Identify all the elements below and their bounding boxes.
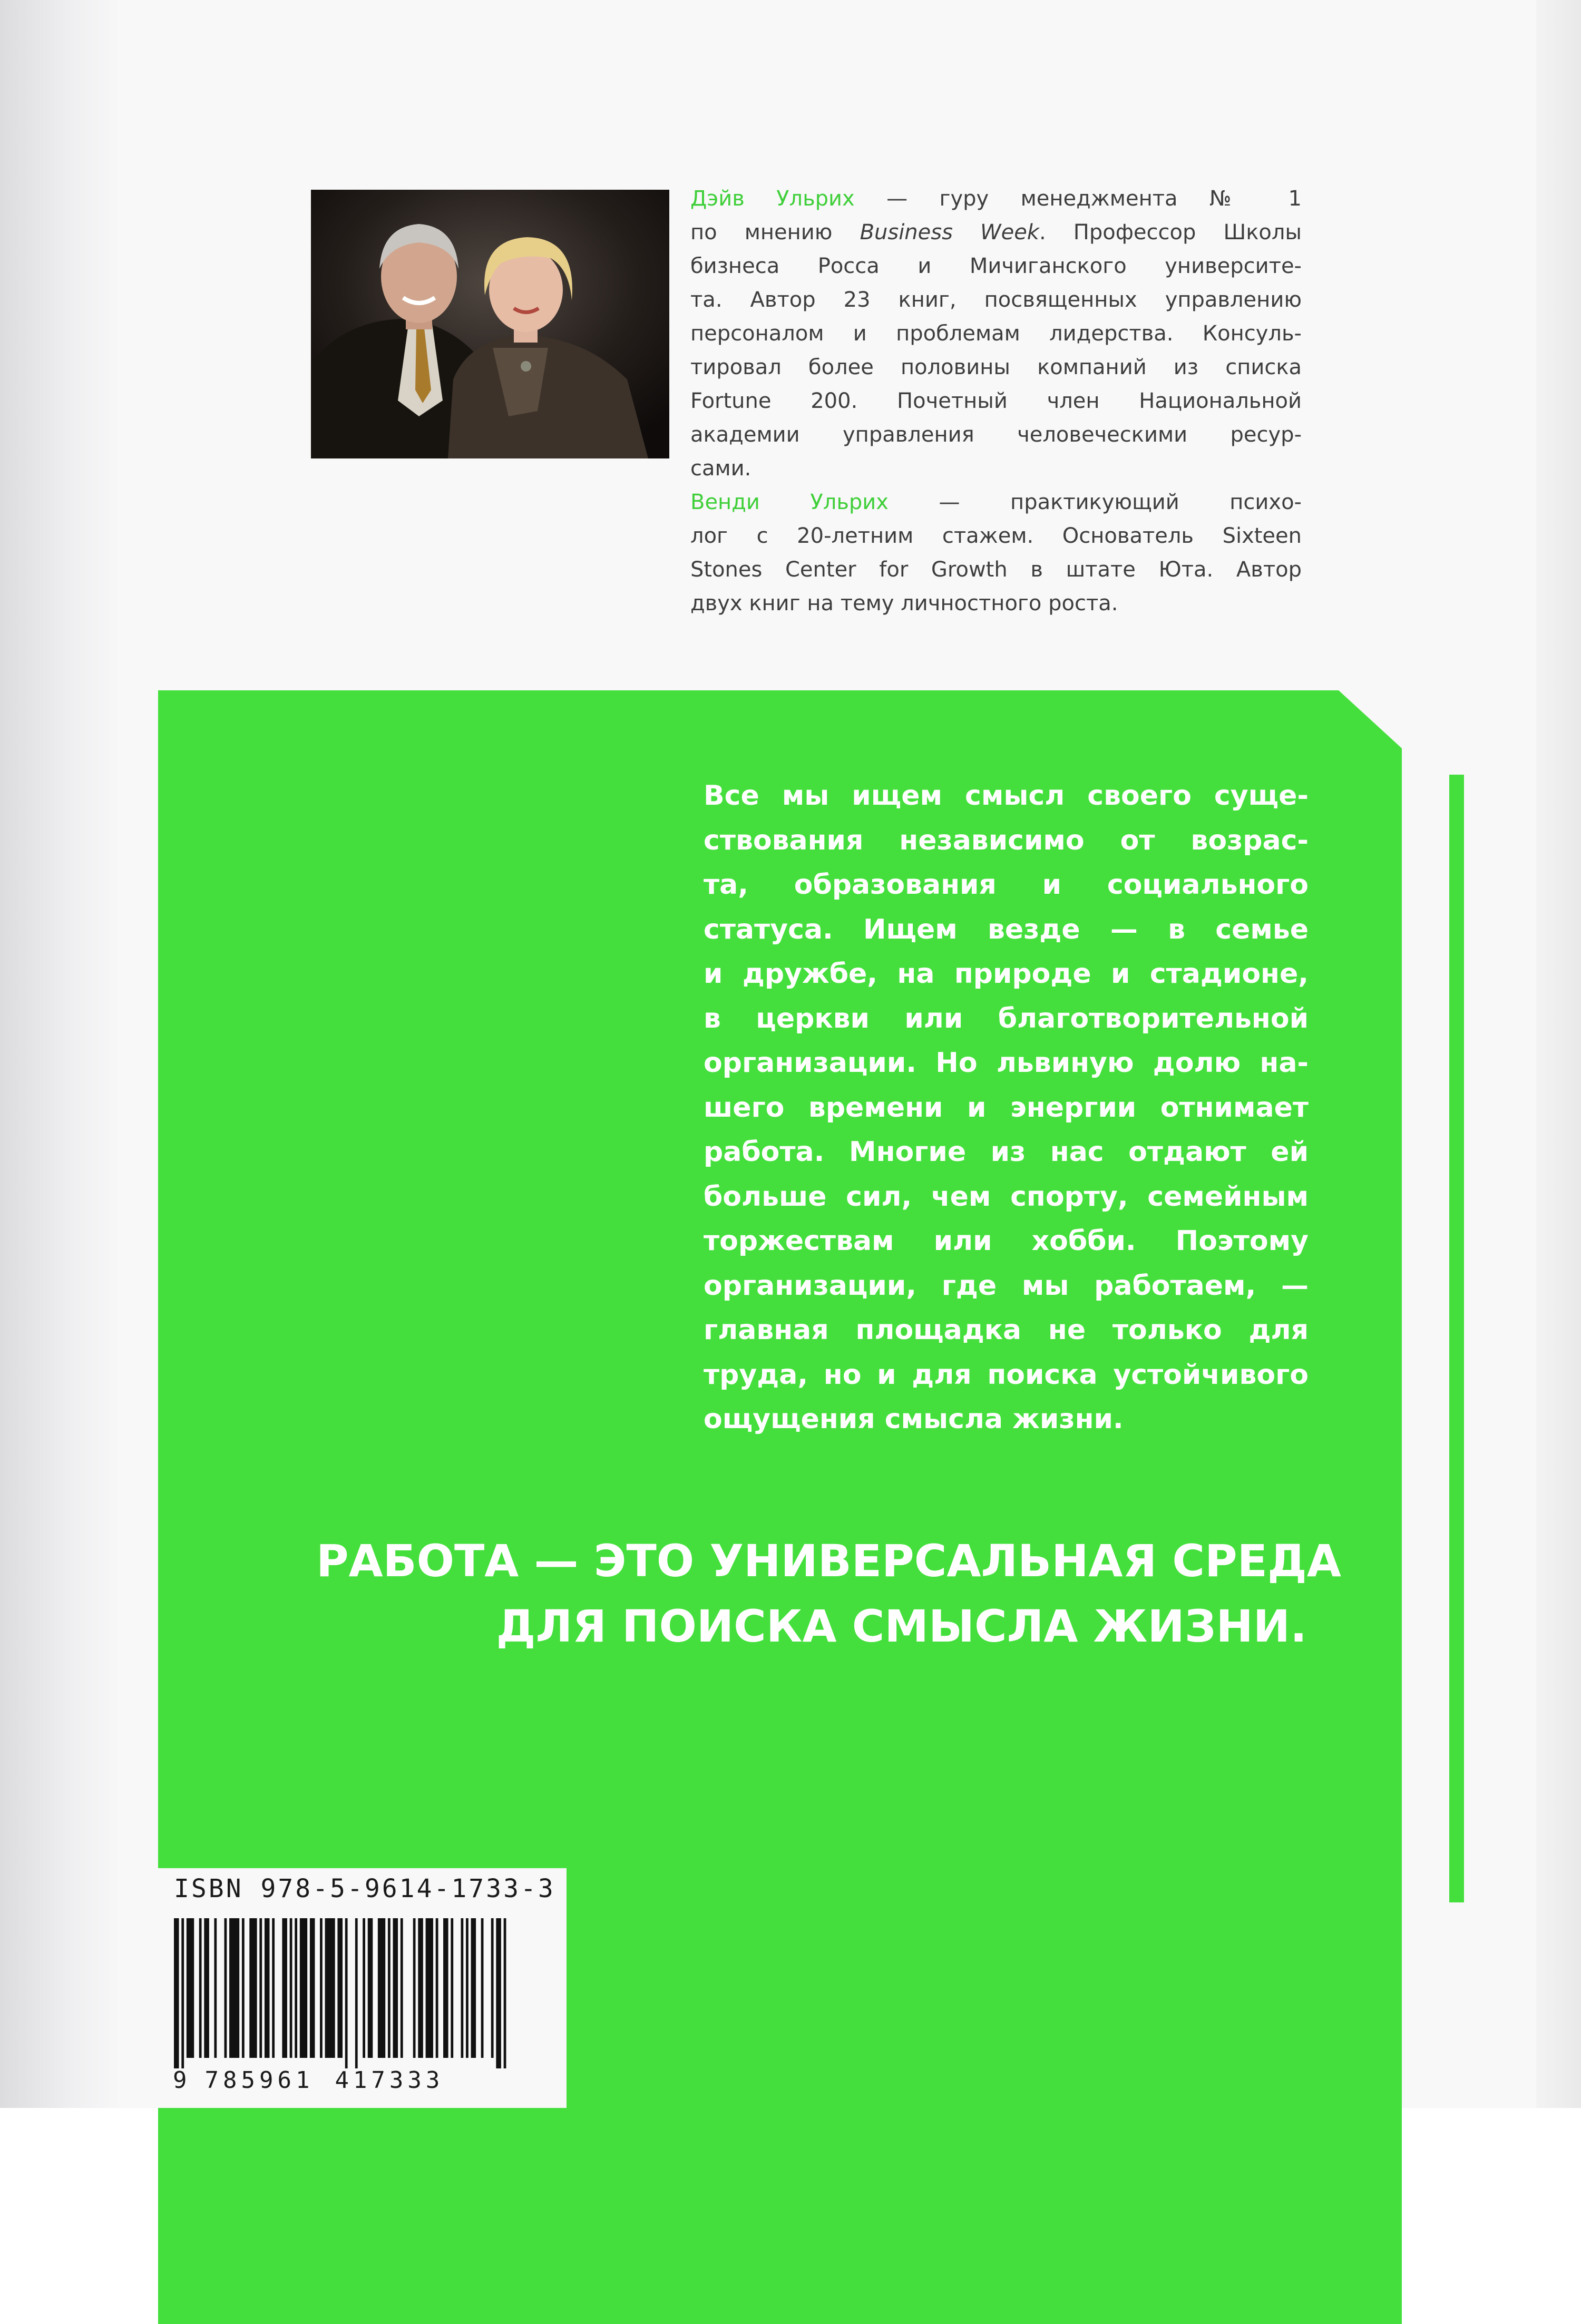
description-line: статуса. Ищем везде — в семье [704,913,1309,945]
bio-line: Stones Center for Growth в штате Юта. Автор [690,558,1302,582]
barcode-digits-left: 785961 [204,2067,314,2094]
tagline-line: ДЛЯ ПОИСКА СМЫСЛА ЖИЗНИ. [496,1600,1307,1652]
author-name-wendy: Венди Ульрих [690,490,889,514]
bio-line: тировал более половины компаний из списка [690,355,1302,379]
barcode-bar [282,1918,287,2058]
bio-text: . Профессор Школы [1039,220,1302,245]
barcode-bar [378,1918,385,2058]
barcode-bar [443,1918,448,2058]
barcode-bar [418,1918,423,2058]
barcode-digits [173,2067,444,2094]
barcode-bar [259,1918,262,2058]
description-line: шего времени и энергии отнимает [704,1091,1309,1124]
bio-line: академии управления человеческими ресур- [690,423,1302,447]
barcode-bar [496,1918,501,2068]
barcode-bar [290,1918,292,2058]
description-line: та, образования и социального [704,869,1309,901]
barcode-bar [451,1918,453,2058]
description-line: организации, где мы работаем, — [704,1270,1309,1302]
barcode-bar [337,1918,343,2058]
barcode-bar [320,1918,323,2058]
barcode-bar [242,1918,245,2058]
barcode-bar [413,1918,416,2058]
description-line: Все мы ищем смысл своего суще- [704,780,1309,812]
barcode-bar [300,1918,307,2058]
page-edge-shadow [0,0,119,2108]
barcode-bar [229,1918,239,2058]
description-line: в церкви или благотворительной [704,1002,1309,1034]
barcode-bar [199,1918,202,2058]
author-name-dave: Дэйв Ульрих [690,187,855,211]
barcode-bar [295,1918,297,2058]
barcode-bar [401,1918,403,2058]
barcode [174,1918,511,2068]
barcode-digits-right: 417333 [335,2067,444,2094]
description-line: работа. Многие из нас отдают ей [704,1136,1309,1168]
barcode-digit-first: 9 [173,2067,187,2094]
barcode-bar [471,1918,476,2058]
description-line: и дружбе, на природе и стадионе, [704,958,1309,990]
description-line: организации. Но львиную долю на- [704,1047,1309,1079]
barcode-bar [481,1918,484,2058]
barcode-bar [204,1918,209,2058]
bio-line: персоналом и проблемам лидерства. Консуль- [690,321,1302,346]
barcode-bar [355,1918,358,2068]
isbn-label: ISBN 978-5-9614-1733-3 [174,1874,555,1903]
barcode-bar [181,1918,184,2068]
description-line: ощущения смысла жизни. [704,1403,1124,1435]
description-line: труда, но и для поиска устойчивого [704,1359,1309,1391]
barcode-bar [265,1918,270,2058]
bio-line: та. Автор 23 книг, посвященных управлению [690,288,1302,312]
bio-line: Fortune 200. Почетный член Национальной [690,389,1302,413]
barcode-bar [345,1918,348,2068]
description-line: торжествам или хобби. Поэтому [704,1225,1309,1257]
authors-bio [690,182,1302,620]
cover-edge-green-stripe [1449,775,1464,1902]
main-description [704,774,1309,1442]
barcode-bar [174,1918,179,2068]
bio-line: сами. [690,456,752,481]
description-line: ствования независимо от возрас- [704,824,1309,856]
bio-text: по мнению [690,220,860,245]
cover-right-edge [1536,0,1581,2108]
barcode-bar [225,1918,227,2058]
bio-line: лог с 20-летним стажем. Основатель Sixteen [690,524,1302,548]
bio-line [690,216,1302,249]
authors-photo [311,190,669,458]
bio-text: — гуру менеджмента № 1 [854,187,1302,211]
bio-text: — практикующий психо- [888,490,1302,514]
barcode-bar [426,1918,433,2058]
business-week-title: Business Week [860,220,1039,245]
barcode-bar [368,1918,373,2058]
bio-line: бизнеса Росса и Мичиганского университе- [690,254,1302,278]
barcode-bar [363,1918,365,2058]
tagline-line: РАБОТА — ЭТО УНИВЕРСАЛЬНАЯ СРЕДА [316,1535,1341,1587]
tagline [316,1528,1341,1659]
barcode-bar [504,1918,506,2068]
bio-line: двух книг на тему личностного роста. [690,591,1118,616]
barcode-bar [310,1918,315,2058]
barcode-bar [436,1918,438,2058]
barcode-bar [249,1918,257,2058]
barcode-bar [393,1918,398,2058]
description-line: главная площадка не только для [704,1314,1309,1346]
bio-line [690,182,1302,216]
barcode-bar [466,1918,469,2058]
barcode-bar [272,1918,275,2058]
barcode-bar [325,1918,335,2058]
description-line: больше сил, чем спорту, семейным [704,1180,1309,1213]
barcode-bar [491,1918,494,2058]
barcode-bar [187,1918,194,2058]
barcode-bar [214,1918,217,2058]
bio-line [690,485,1302,519]
barcode-bar [461,1918,463,2058]
barcode-bar [388,1918,391,2058]
